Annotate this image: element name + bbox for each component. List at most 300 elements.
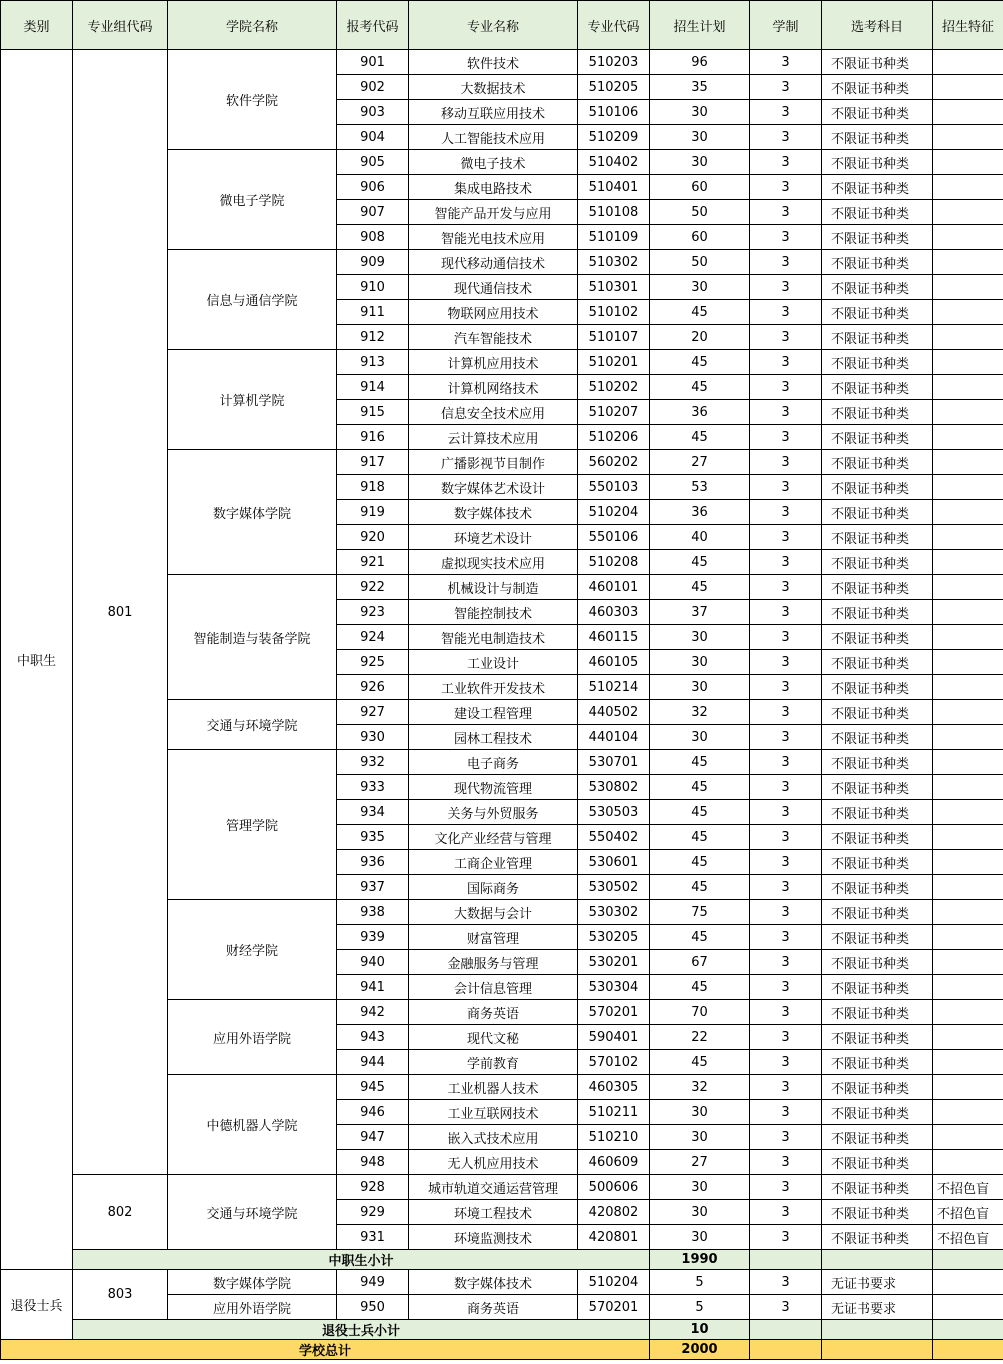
subtotal-row — [1, 1320, 1003, 1340]
subject-cell: 不限证书种类 — [822, 675, 933, 700]
feature-cell: 不招色盲 — [933, 1225, 1003, 1250]
duration-cell: 3 — [750, 50, 822, 75]
major-code-cell: 460115 — [578, 625, 650, 650]
feature-cell — [933, 300, 1003, 325]
apply-code-cell: 927 — [337, 700, 409, 725]
major-name-cell: 电子商务 — [409, 750, 578, 775]
duration-cell: 3 — [750, 250, 822, 275]
apply-code-cell: 931 — [337, 1225, 409, 1250]
feature-cell — [933, 525, 1003, 550]
duration-cell: 3 — [750, 950, 822, 975]
duration-cell: 3 — [750, 975, 822, 1000]
duration-cell: 3 — [750, 775, 822, 800]
major-code-cell: 460609 — [578, 1150, 650, 1175]
subtotal-empty — [750, 1250, 822, 1270]
feature-cell — [933, 450, 1003, 475]
plan-cell: 45 — [650, 300, 750, 325]
feature-cell — [933, 975, 1003, 1000]
duration-cell: 3 — [750, 1075, 822, 1100]
apply-code-cell: 933 — [337, 775, 409, 800]
plan-cell: 30 — [650, 1125, 750, 1150]
plan-cell: 45 — [650, 825, 750, 850]
subject-cell: 不限证书种类 — [822, 650, 933, 675]
major-name-cell: 现代移动通信技术 — [409, 250, 578, 275]
apply-code-cell: 932 — [337, 750, 409, 775]
college-cell: 智能制造与装备学院 — [168, 575, 337, 700]
feature-cell — [933, 400, 1003, 425]
duration-cell: 3 — [750, 800, 822, 825]
duration-cell: 3 — [750, 150, 822, 175]
major-code-cell: 530201 — [578, 950, 650, 975]
apply-code-cell: 938 — [337, 900, 409, 925]
feature-cell — [933, 1295, 1003, 1320]
major-name-cell: 金融服务与管理 — [409, 950, 578, 975]
college-cell: 软件学院 — [168, 50, 337, 150]
major-code-cell: 560202 — [578, 450, 650, 475]
duration-cell: 3 — [750, 300, 822, 325]
subject-cell: 不限证书种类 — [822, 500, 933, 525]
header-category: 类别 — [1, 1, 73, 50]
subject-cell: 不限证书种类 — [822, 1050, 933, 1075]
major-code-cell: 510204 — [578, 500, 650, 525]
major-name-cell: 财富管理 — [409, 925, 578, 950]
subject-cell: 不限证书种类 — [822, 50, 933, 75]
duration-cell: 3 — [750, 400, 822, 425]
duration-cell: 3 — [750, 525, 822, 550]
duration-cell: 3 — [750, 500, 822, 525]
plan-cell: 45 — [650, 750, 750, 775]
major-code-cell: 530502 — [578, 875, 650, 900]
apply-code-cell: 928 — [337, 1175, 409, 1200]
major-name-cell: 汽车智能技术 — [409, 325, 578, 350]
plan-cell: 45 — [650, 925, 750, 950]
feature-cell — [933, 1150, 1003, 1175]
subtotal-empty — [822, 1320, 933, 1340]
plan-cell: 36 — [650, 500, 750, 525]
plan-cell: 45 — [650, 350, 750, 375]
apply-code-cell: 920 — [337, 525, 409, 550]
subject-cell: 不限证书种类 — [822, 925, 933, 950]
duration-cell: 3 — [750, 600, 822, 625]
plan-cell: 45 — [650, 375, 750, 400]
group-code-cell: 803 — [73, 1270, 168, 1320]
college-cell: 交通与环境学院 — [168, 1175, 337, 1250]
major-name-cell: 工业互联网技术 — [409, 1100, 578, 1125]
feature-cell — [933, 200, 1003, 225]
duration-cell: 3 — [750, 100, 822, 125]
duration-cell: 3 — [750, 1125, 822, 1150]
major-name-cell: 环境监测技术 — [409, 1225, 578, 1250]
major-code-cell: 510205 — [578, 75, 650, 100]
apply-code-cell: 922 — [337, 575, 409, 600]
duration-cell: 3 — [750, 1295, 822, 1320]
college-cell: 数字媒体学院 — [168, 1270, 337, 1295]
subject-cell: 不限证书种类 — [822, 950, 933, 975]
major-code-cell: 570201 — [578, 1000, 650, 1025]
apply-code-cell: 917 — [337, 450, 409, 475]
apply-code-cell: 923 — [337, 600, 409, 625]
plan-cell: 30 — [650, 1175, 750, 1200]
major-code-cell: 530205 — [578, 925, 650, 950]
major-name-cell: 环境工程技术 — [409, 1200, 578, 1225]
plan-cell: 36 — [650, 400, 750, 425]
major-name-cell: 现代通信技术 — [409, 275, 578, 300]
feature-cell — [933, 1270, 1003, 1295]
feature-cell — [933, 775, 1003, 800]
major-code-cell: 530302 — [578, 900, 650, 925]
major-code-cell: 510204 — [578, 1270, 650, 1295]
major-name-cell: 物联网应用技术 — [409, 300, 578, 325]
total-empty — [750, 1340, 822, 1360]
duration-cell: 3 — [750, 375, 822, 400]
major-code-cell: 510207 — [578, 400, 650, 425]
feature-cell — [933, 675, 1003, 700]
header-duration: 学制 — [750, 1, 822, 50]
major-name-cell: 学前教育 — [409, 1050, 578, 1075]
apply-code-cell: 907 — [337, 200, 409, 225]
major-name-cell: 文化产业经营与管理 — [409, 825, 578, 850]
subtotal-empty — [750, 1320, 822, 1340]
feature-cell — [933, 650, 1003, 675]
subject-cell: 不限证书种类 — [822, 325, 933, 350]
subject-cell: 不限证书种类 — [822, 1000, 933, 1025]
major-name-cell: 移动互联应用技术 — [409, 100, 578, 125]
apply-code-cell: 947 — [337, 1125, 409, 1150]
apply-code-cell: 916 — [337, 425, 409, 450]
major-name-cell: 数字媒体技术 — [409, 1270, 578, 1295]
major-code-cell: 510102 — [578, 300, 650, 325]
feature-cell — [933, 500, 1003, 525]
plan-cell: 45 — [650, 550, 750, 575]
major-code-cell: 550106 — [578, 525, 650, 550]
subject-cell: 不限证书种类 — [822, 775, 933, 800]
category-cell: 中职生 — [1, 50, 73, 1270]
feature-cell — [933, 50, 1003, 75]
plan-cell: 32 — [650, 1075, 750, 1100]
duration-cell: 3 — [750, 850, 822, 875]
plan-cell: 5 — [650, 1295, 750, 1320]
subject-cell: 不限证书种类 — [822, 975, 933, 1000]
feature-cell — [933, 1025, 1003, 1050]
feature-cell — [933, 425, 1003, 450]
college-cell: 计算机学院 — [168, 350, 337, 450]
subtotal-empty — [933, 1320, 1003, 1340]
duration-cell: 3 — [750, 325, 822, 350]
subject-cell: 不限证书种类 — [822, 850, 933, 875]
major-name-cell: 广播影视节目制作 — [409, 450, 578, 475]
duration-cell: 3 — [750, 900, 822, 925]
subtotal-label: 中职生小计 — [73, 1250, 650, 1270]
header-major-name: 专业名称 — [409, 1, 578, 50]
duration-cell: 3 — [750, 1270, 822, 1295]
duration-cell: 3 — [750, 1000, 822, 1025]
subject-cell: 无证书要求 — [822, 1295, 933, 1320]
apply-code-cell: 912 — [337, 325, 409, 350]
feature-cell — [933, 275, 1003, 300]
apply-code-cell: 950 — [337, 1295, 409, 1320]
plan-cell: 45 — [650, 575, 750, 600]
subject-cell: 不限证书种类 — [822, 550, 933, 575]
apply-code-cell: 926 — [337, 675, 409, 700]
feature-cell — [933, 600, 1003, 625]
subject-cell: 不限证书种类 — [822, 1150, 933, 1175]
group-code-cell: 802 — [73, 1175, 168, 1250]
feature-cell — [933, 1050, 1003, 1075]
plan-cell: 45 — [650, 800, 750, 825]
plan-cell: 50 — [650, 250, 750, 275]
major-name-cell: 工业设计 — [409, 650, 578, 675]
apply-code-cell: 903 — [337, 100, 409, 125]
plan-cell: 5 — [650, 1270, 750, 1295]
feature-cell — [933, 175, 1003, 200]
apply-code-cell: 937 — [337, 875, 409, 900]
subject-cell: 不限证书种类 — [822, 375, 933, 400]
header-college: 学院名称 — [168, 1, 337, 50]
apply-code-cell: 915 — [337, 400, 409, 425]
duration-cell: 3 — [750, 875, 822, 900]
apply-code-cell: 925 — [337, 650, 409, 675]
college-cell: 交通与环境学院 — [168, 700, 337, 750]
college-cell: 微电子学院 — [168, 150, 337, 250]
subject-cell: 不限证书种类 — [822, 400, 933, 425]
plan-cell: 60 — [650, 225, 750, 250]
feature-cell — [933, 100, 1003, 125]
apply-code-cell: 935 — [337, 825, 409, 850]
major-name-cell: 集成电路技术 — [409, 175, 578, 200]
major-name-cell: 机械设计与制造 — [409, 575, 578, 600]
total-empty — [822, 1340, 933, 1360]
apply-code-cell: 918 — [337, 475, 409, 500]
apply-code-cell: 939 — [337, 925, 409, 950]
major-code-cell: 460101 — [578, 575, 650, 600]
major-name-cell: 工业软件开发技术 — [409, 675, 578, 700]
apply-code-cell: 948 — [337, 1150, 409, 1175]
subtotal-value: 1990 — [650, 1250, 750, 1270]
plan-cell: 30 — [650, 125, 750, 150]
plan-cell: 67 — [650, 950, 750, 975]
major-code-cell: 510302 — [578, 250, 650, 275]
subject-cell: 不限证书种类 — [822, 1175, 933, 1200]
duration-cell: 3 — [750, 200, 822, 225]
subject-cell: 不限证书种类 — [822, 300, 933, 325]
college-cell: 数字媒体学院 — [168, 450, 337, 575]
major-name-cell: 工业机器人技术 — [409, 1075, 578, 1100]
major-code-cell: 590401 — [578, 1025, 650, 1050]
subject-cell: 不限证书种类 — [822, 800, 933, 825]
subject-cell: 不限证书种类 — [822, 1225, 933, 1250]
major-code-cell: 510401 — [578, 175, 650, 200]
major-name-cell: 微电子技术 — [409, 150, 578, 175]
plan-cell: 30 — [650, 1100, 750, 1125]
duration-cell: 3 — [750, 725, 822, 750]
feature-cell — [933, 750, 1003, 775]
major-code-cell: 510208 — [578, 550, 650, 575]
major-code-cell: 570201 — [578, 1295, 650, 1320]
major-name-cell: 软件技术 — [409, 50, 578, 75]
header-apply-code: 报考代码 — [337, 1, 409, 50]
plan-cell: 32 — [650, 700, 750, 725]
apply-code-cell: 934 — [337, 800, 409, 825]
subject-cell: 不限证书种类 — [822, 725, 933, 750]
major-name-cell: 信息安全技术应用 — [409, 400, 578, 425]
feature-cell — [933, 900, 1003, 925]
header-plan: 招生计划 — [650, 1, 750, 50]
feature-cell — [933, 825, 1003, 850]
duration-cell: 3 — [750, 175, 822, 200]
feature-cell — [933, 550, 1003, 575]
major-code-cell: 550402 — [578, 825, 650, 850]
feature-cell — [933, 725, 1003, 750]
feature-cell: 不招色盲 — [933, 1175, 1003, 1200]
duration-cell: 3 — [750, 425, 822, 450]
feature-cell — [933, 575, 1003, 600]
feature-cell — [933, 475, 1003, 500]
major-code-cell: 530304 — [578, 975, 650, 1000]
plan-cell: 45 — [650, 975, 750, 1000]
subject-cell: 不限证书种类 — [822, 200, 933, 225]
major-code-cell: 510210 — [578, 1125, 650, 1150]
table-row — [1, 1175, 1003, 1200]
apply-code-cell: 901 — [337, 50, 409, 75]
duration-cell: 3 — [750, 825, 822, 850]
plan-cell: 35 — [650, 75, 750, 100]
major-name-cell: 虚拟现实技术应用 — [409, 550, 578, 575]
major-code-cell: 530601 — [578, 850, 650, 875]
apply-code-cell: 910 — [337, 275, 409, 300]
feature-cell — [933, 875, 1003, 900]
duration-cell: 3 — [750, 750, 822, 775]
plan-cell: 96 — [650, 50, 750, 75]
major-name-cell: 会计信息管理 — [409, 975, 578, 1000]
subject-cell: 不限证书种类 — [822, 100, 933, 125]
plan-cell: 30 — [650, 650, 750, 675]
plan-cell: 30 — [650, 1200, 750, 1225]
major-name-cell: 计算机网络技术 — [409, 375, 578, 400]
major-code-cell: 460303 — [578, 600, 650, 625]
subject-cell: 不限证书种类 — [822, 525, 933, 550]
major-name-cell: 云计算技术应用 — [409, 425, 578, 450]
major-name-cell: 大数据与会计 — [409, 900, 578, 925]
plan-cell: 45 — [650, 850, 750, 875]
feature-cell — [933, 850, 1003, 875]
subject-cell: 不限证书种类 — [822, 425, 933, 450]
plan-cell: 30 — [650, 100, 750, 125]
subject-cell: 不限证书种类 — [822, 900, 933, 925]
major-name-cell: 数字媒体技术 — [409, 500, 578, 525]
plan-cell: 45 — [650, 875, 750, 900]
plan-cell: 30 — [650, 150, 750, 175]
apply-code-cell: 921 — [337, 550, 409, 575]
feature-cell — [933, 1100, 1003, 1125]
major-name-cell: 现代文秘 — [409, 1025, 578, 1050]
duration-cell: 3 — [750, 1175, 822, 1200]
major-code-cell: 510214 — [578, 675, 650, 700]
plan-cell: 37 — [650, 600, 750, 625]
subject-cell: 不限证书种类 — [822, 750, 933, 775]
major-code-cell: 510211 — [578, 1100, 650, 1125]
subtotal-label: 退役士兵小计 — [73, 1320, 650, 1340]
major-name-cell: 数字媒体艺术设计 — [409, 475, 578, 500]
duration-cell: 3 — [750, 125, 822, 150]
apply-code-cell: 941 — [337, 975, 409, 1000]
feature-cell — [933, 350, 1003, 375]
major-name-cell: 国际商务 — [409, 875, 578, 900]
major-code-cell: 460305 — [578, 1075, 650, 1100]
major-code-cell: 510109 — [578, 225, 650, 250]
apply-code-cell: 911 — [337, 300, 409, 325]
subject-cell: 不限证书种类 — [822, 825, 933, 850]
major-code-cell: 440502 — [578, 700, 650, 725]
major-name-cell: 现代物流管理 — [409, 775, 578, 800]
apply-code-cell: 906 — [337, 175, 409, 200]
major-code-cell: 510202 — [578, 375, 650, 400]
plan-cell: 40 — [650, 525, 750, 550]
apply-code-cell: 904 — [337, 125, 409, 150]
major-code-cell: 510106 — [578, 100, 650, 125]
apply-code-cell: 914 — [337, 375, 409, 400]
feature-cell — [933, 800, 1003, 825]
duration-cell: 3 — [750, 350, 822, 375]
college-cell: 中德机器人学院 — [168, 1075, 337, 1175]
apply-code-cell: 908 — [337, 225, 409, 250]
subject-cell: 不限证书种类 — [822, 700, 933, 725]
college-cell: 信息与通信学院 — [168, 250, 337, 350]
duration-cell: 3 — [750, 575, 822, 600]
header-major-code: 专业代码 — [578, 1, 650, 50]
major-name-cell: 建设工程管理 — [409, 700, 578, 725]
duration-cell: 3 — [750, 675, 822, 700]
apply-code-cell: 930 — [337, 725, 409, 750]
major-code-cell: 420802 — [578, 1200, 650, 1225]
plan-cell: 30 — [650, 625, 750, 650]
plan-cell: 27 — [650, 450, 750, 475]
duration-cell: 3 — [750, 1025, 822, 1050]
total-value: 2000 — [650, 1340, 750, 1360]
plan-cell: 30 — [650, 675, 750, 700]
feature-cell — [933, 1075, 1003, 1100]
major-name-cell: 计算机应用技术 — [409, 350, 578, 375]
subject-cell: 不限证书种类 — [822, 575, 933, 600]
major-name-cell: 智能光电技术应用 — [409, 225, 578, 250]
header-group-code: 专业组代码 — [73, 1, 168, 50]
header-feature: 招生特征 — [933, 1, 1003, 50]
apply-code-cell: 936 — [337, 850, 409, 875]
plan-cell: 45 — [650, 1050, 750, 1075]
apply-code-cell: 949 — [337, 1270, 409, 1295]
subject-cell: 不限证书种类 — [822, 250, 933, 275]
duration-cell: 3 — [750, 1050, 822, 1075]
table-row — [1, 1270, 1003, 1295]
group-code-cell: 801 — [73, 50, 168, 1175]
apply-code-cell: 902 — [337, 75, 409, 100]
college-cell: 应用外语学院 — [168, 1295, 337, 1320]
subject-cell: 不限证书种类 — [822, 175, 933, 200]
major-code-cell: 510402 — [578, 150, 650, 175]
apply-code-cell: 942 — [337, 1000, 409, 1025]
apply-code-cell: 929 — [337, 1200, 409, 1225]
plan-cell: 22 — [650, 1025, 750, 1050]
duration-cell: 3 — [750, 625, 822, 650]
major-name-cell: 环境艺术设计 — [409, 525, 578, 550]
duration-cell: 3 — [750, 475, 822, 500]
subject-cell: 无证书要求 — [822, 1270, 933, 1295]
plan-cell: 60 — [650, 175, 750, 200]
duration-cell: 3 — [750, 925, 822, 950]
subject-cell: 不限证书种类 — [822, 1125, 933, 1150]
duration-cell: 3 — [750, 1150, 822, 1175]
major-name-cell: 无人机应用技术 — [409, 1150, 578, 1175]
major-code-cell: 550103 — [578, 475, 650, 500]
